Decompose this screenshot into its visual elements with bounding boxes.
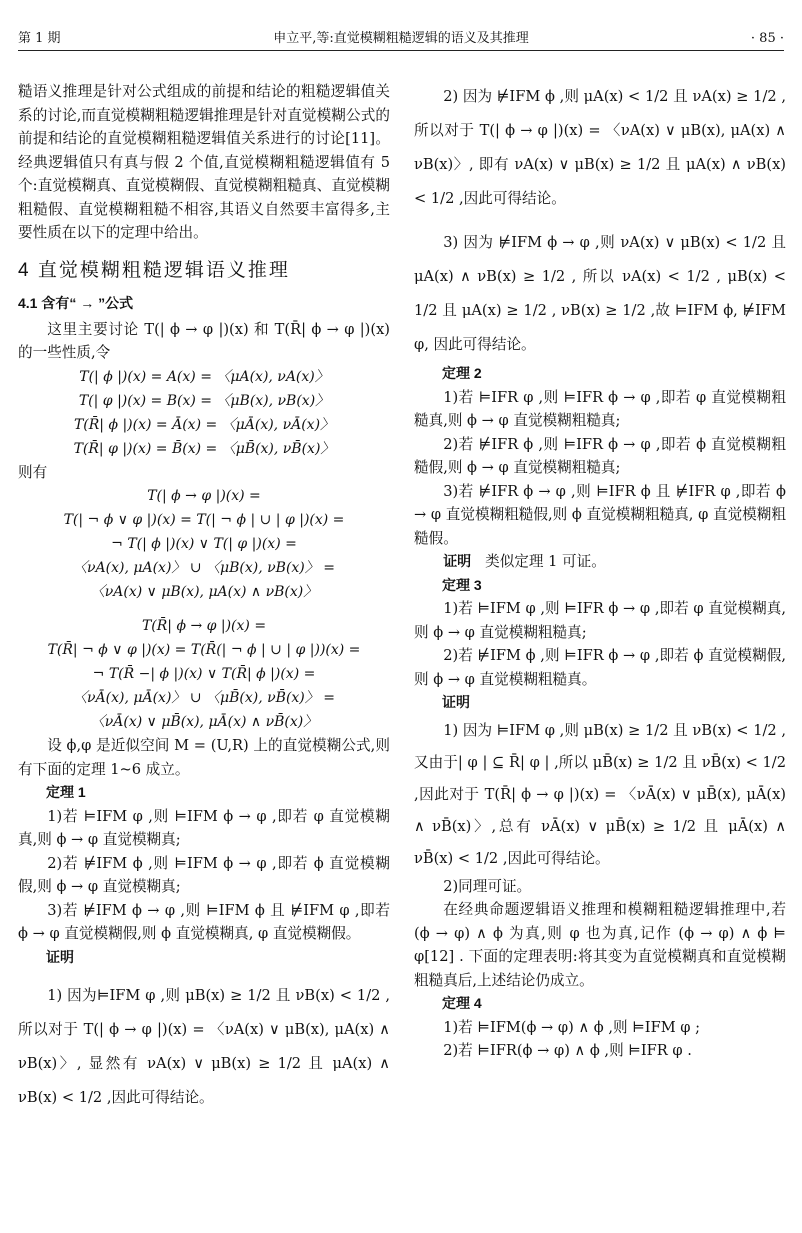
subsection-intro: 这里主要讨论 T(| ϕ → φ |)(x) 和 T(R̄| ϕ → φ |)(x) 的一些性质,令 bbox=[18, 320, 390, 361]
issue-number: 第 1 期 bbox=[18, 31, 61, 46]
equation-line: T(R̄| ¬ ϕ ∨ φ |)(x) = T(R̄(| ¬ ϕ | ∪ | φ |))(x) = bbox=[47, 642, 361, 658]
running-header bbox=[18, 28, 784, 51]
equation-line: T(| ¬ ϕ ∨ φ |)(x) = T(| ¬ ϕ | ∪ | φ |)(x) = bbox=[63, 512, 345, 528]
right-column bbox=[414, 80, 786, 1063]
left-column bbox=[18, 80, 390, 1115]
theorem-item: 1)若 ⊨IFM φ ,则 ⊨IFR ϕ → φ ,即若 φ 直觉模糊真,则 ϕ → φ 直觉模糊粗糙真; bbox=[414, 600, 786, 641]
proof-paragraph: 2) 因为 ⊭IFM ϕ ,则 μA(x) < 1/2 且 νA(x) ≥ 1/2 ,所以对于 T(| ϕ → φ |)(x) = 〈νA(x) ∨ μB(x), μA(x) ∧ νB(x)〉, 即有 νA(x) ∨ μB(x) ≥ 1/2 且 μA(x) ∧ νB(x) < 1/2 ,因此可得结论。 bbox=[414, 88, 786, 207]
running-title: 申立平,等:直觉模糊粗糙逻辑的语义及其推理 bbox=[273, 31, 529, 46]
setup-paragraph: 设 ϕ,φ 是近似空间 M = (U,R) 上的直觉模糊公式,则有下面的定理 1~6 成立。 bbox=[18, 737, 390, 778]
proof-paragraph: 3) 因为 ⊭IFM ϕ → φ ,则 νA(x) ∨ μB(x) < 1/2 且 μA(x) ∧ νB(x) ≥ 1/2 , 所以 νA(x) < 1/2 , μB(x) < 1/2 且 μA(x) ≥ 1/2 , νB(x) ≥ 1/2 ,故 ⊨IFM ϕ, ⊭IFM φ, 因此可得结论。 bbox=[414, 234, 786, 353]
theorem-title: 定理 1 bbox=[46, 784, 86, 800]
theorem-item: 1)若 ⊨IFM(ϕ → φ) ∧ ϕ ,则 ⊨IFM φ ; bbox=[443, 1018, 701, 1036]
equation-line: 〈νĀ(x), μĀ(x)〉 ∪ 〈μB̄(x), νB̄(x)〉 = bbox=[73, 690, 335, 706]
equation-line: ¬ T(| ϕ |)(x) ∨ T(| φ |)(x) = bbox=[111, 536, 297, 552]
equation-line: 〈νĀ(x) ∨ μB̄(x), μĀ(x) ∧ νB̄(x)〉 bbox=[90, 714, 318, 730]
theorem-item: 3)若 ⊭IFR ϕ → φ ,则 ⊨IFR ϕ 且 ⊭IFR φ ,即若 ϕ → φ 直觉模糊粗糙假,则 ϕ 直觉模糊粗糙真, φ 直觉模糊粗糙假。 bbox=[414, 482, 786, 547]
proof-label: 证明 bbox=[443, 553, 472, 569]
equation-line: 〈νA(x), μA(x)〉 ∪ 〈μB(x), νB(x)〉 = bbox=[73, 560, 335, 576]
intro-paragraph: 糙语义推理是针对公式组成的前提和结论的粗糙逻辑值关系的讨论,而直觉模糊粗糙逻辑推理是针对直觉模糊公式的前提和结论的直觉模糊粗糙逻辑值关系进行的讨论[11]。经典逻辑值只有真与假 2 个值,直觉模糊粗糙逻辑值有 5 个:直觉模糊真、直觉模糊假、直觉模糊粗糙真、直觉模糊粗糙假、直觉模糊粗糙不相容,其语义自然要丰富得多,主要性质在以下的定理中给出。 bbox=[18, 83, 390, 241]
definition-line: T(R̄| ϕ |)(x) = Ā(x) = 〈μĀ(x), νĀ(x)〉 bbox=[73, 416, 335, 433]
theorem-item: 2)若 ⊭IFM ϕ ,则 ⊨IFR ϕ → φ ,即若 ϕ 直觉模糊假,则 ϕ → φ 直觉模糊粗糙真。 bbox=[414, 647, 786, 688]
closing-paragraph: 在经典命题逻辑语义推理和模糊粗糙逻辑推理中,若 (ϕ → φ) ∧ ϕ 为真,则 φ 也为真,记作 (ϕ → φ) ∧ ϕ ⊨ φ[12] . 下面的定理表明:将其变为直觉模糊真和直觉模糊粗糙真后,上述结论仍成立。 bbox=[414, 901, 786, 989]
theorem-title: 定理 2 bbox=[442, 365, 482, 381]
then-label: 则有 bbox=[18, 463, 48, 481]
theorem-item: 2)若 ⊭IFM ϕ ,则 ⊨IFM ϕ → φ ,即若 ϕ 直觉模糊假,则 ϕ → φ 直觉模糊真; bbox=[18, 854, 390, 895]
proof-paragraph: 1) 因为 ⊨IFM φ ,则 μB(x) ≥ 1/2 且 νB(x) < 1/2 , 又由于| φ | ⊆ R̄| φ | ,所以 μB̄(x) ≥ 1/2 且 νB̄(x) < 1/2 ,因此对于 T(R̄| ϕ → φ |)(x) = 〈νĀ(x) ∨ μB̄(x), μĀ(x) ∧ νB̄(x)〉,总有 νĀ(x) ∨ μB̄(x) ≥ 1/2 且 μĀ(x) ∧ νB̄(x) < 1/2 ,因此可得结论。 bbox=[414, 721, 786, 867]
proof-title: 证明 bbox=[46, 948, 74, 965]
proof-paragraph: 1) 因为⊨IFM φ ,则 μB(x) ≥ 1/2 且 νB(x) < 1/2 ,所以对于 T(| ϕ → φ |)(x) = 〈νA(x) ∨ μB(x), μA(x) ∧ νB(x)〉, 显然有 νA(x) ∨ μB(x) ≥ 1/2 且 μA(x) ∧ νB(x) < 1/2 ,因此可得结论。 bbox=[18, 987, 390, 1106]
equation-line: T(R̄| ϕ → φ |)(x) = bbox=[141, 618, 267, 634]
page-number: · 85 · bbox=[750, 31, 784, 46]
theorem-item: 2)若 ⊭IFR ϕ ,则 ⊨IFR ϕ → φ ,即若 ϕ 直觉模糊粗糙假,则 ϕ → φ 直觉模糊粗糙真; bbox=[414, 435, 786, 476]
proof-paragraph: 2)同理可证。 bbox=[443, 877, 532, 895]
theorem-title: 定理 4 bbox=[442, 995, 482, 1011]
proof-text: 类似定理 1 可证。 bbox=[485, 553, 606, 570]
theorem-title: 定理 3 bbox=[442, 576, 482, 593]
definition-line: T(R̄| φ |)(x) = B̄(x) = 〈μB̄(x), νB̄(x)〉 bbox=[73, 440, 335, 457]
proof-title: 证明 bbox=[442, 694, 470, 710]
theorem-item: 1)若 ⊨IFR φ ,则 ⊨IFR ϕ → φ ,即若 φ 直觉模糊粗糙真,则 ϕ → φ 直觉模糊粗糙真; bbox=[414, 388, 786, 429]
equation-line: ¬ T(R̄ −| ϕ |)(x) ∨ T(R̄| ϕ |)(x) = bbox=[92, 666, 316, 682]
theorem-item: 1)若 ⊨IFM φ ,则 ⊨IFM ϕ → φ ,即若 φ 直觉模糊真,则 ϕ → φ 直觉模糊真; bbox=[18, 807, 390, 848]
equation-line: 〈νA(x) ∨ μB(x), μA(x) ∧ νB(x)〉 bbox=[90, 584, 318, 600]
definition-line: T(| ϕ |)(x) = A(x) = 〈μA(x), νA(x)〉 bbox=[79, 368, 329, 385]
section-title: 4 直觉模糊粗糙逻辑语义推理 bbox=[18, 259, 290, 281]
equation-line: T(| ϕ → φ |)(x) = bbox=[147, 488, 261, 504]
proof-line bbox=[414, 550, 786, 574]
theorem-item: 3)若 ⊭IFM ϕ → φ ,则 ⊨IFM ϕ 且 ⊭IFM φ ,即若 ϕ → φ 直觉模糊假,则 ϕ 直觉模糊真, φ 直觉模糊假。 bbox=[18, 901, 390, 942]
theorem-item: 2)若 ⊨IFR(ϕ → φ) ∧ ϕ ,则 ⊨IFR φ . bbox=[443, 1042, 692, 1059]
subsection-title: 4.1 含有“ → ”公式 bbox=[18, 295, 134, 311]
definition-line: T(| φ |)(x) = B(x) = 〈μB(x), νB(x)〉 bbox=[78, 392, 330, 409]
